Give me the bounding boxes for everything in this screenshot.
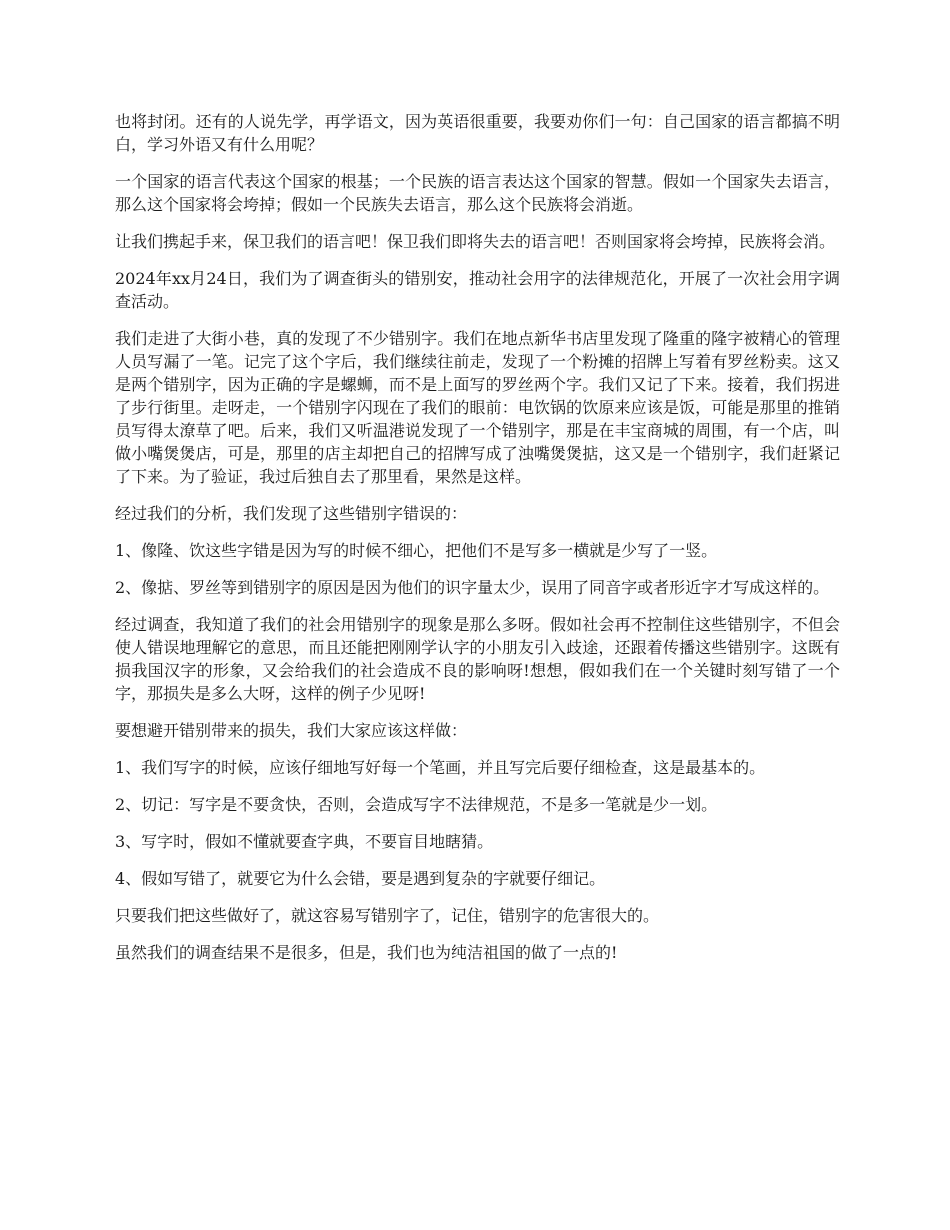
- paragraph: 经过我们的分析，我们发现了这些错别字错误的：: [115, 504, 468, 523]
- paragraph: 3、写字时，假如不懂就要查字典，不要盲目地瞎猜。: [115, 832, 494, 851]
- paragraph: 我们走进了大街小巷，真的发现了不少错别字。我们在地点新华书店里发现了隆重的隆字被精心的管理人员写漏了一笔。记完了这个字后，我们继续往前走，发现了一个粉摊的招牌上写着有罗丝粉卖。这又是两个错别字，因为正确的字是螺蛳，而不是上面写的罗丝两个字。我们又记了下来。接着，我们拐进了步行街里。走呀走，一个错别字闪现在了我们的眼前：电饮锅的饮原来应该是饭，可能是那里的推销员写得太潦草了吧。后来，我们又听温港说发现了一个错别字，那是在丰宝商城的周围，有一个店，叫做小嘴煲煲店，可是，那里的店主却把自己的招牌写成了浊嘴煲煲掂，这又是一个错别字，我们赶紧记了下来。为了验证，我过后独自去了那里看，果然是这样。: [115, 329, 840, 486]
- paragraph: 一个国家的语言代表这个国家的根基；一个民族的语言表达这个国家的智慧。假如一个国家失去语言，那么这个国家将会垮掉；假如一个民族失去语言，那么这个民族将会消逝。: [115, 172, 840, 214]
- paragraph: 2024年xx月24日，我们为了调查街头的错别安，推动社会用字的法律规范化，开展了一次社会用字调查活动。: [115, 269, 840, 311]
- paragraph: 只要我们把这些做好了，就这容易写错别字了，记住，错别字的危害很大的。: [115, 906, 660, 925]
- paragraph: 也将封闭。还有的人说先学，再学语文，因为英语很重要，我要劝你们一句：自己国家的语言都搞不明白，学习外语又有什么用呢？: [115, 112, 840, 154]
- paragraph: 2、切记：写字是不要贪快，否则，会造成写字不法律规范，不是多一笔就是少一划。: [115, 795, 718, 814]
- paragraph: 2、像掂、罗丝等到错别字的原因是因为他们的识字量太少，误用了同音字或者形近字才写成这样的。: [115, 578, 830, 597]
- paragraph: 1、我们写字的时候，应该仔细地写好每一个笔画，并且写完后要仔细检查，这是最基本的。: [115, 758, 766, 777]
- paragraph: 虽然我们的调查结果不是很多，但是，我们也为纯洁祖国的做了一点的!: [115, 943, 618, 962]
- document-body: [115, 110, 840, 978]
- paragraph: 1、像隆、饮这些字错是因为写的时候不细心，把他们不是写多一横就是少写了一竖。: [115, 541, 718, 560]
- paragraph: 经过调查，我知道了我们的社会用错别字的现象是那么多呀。假如社会再不控制住这些错别字，不但会使人错误地理解它的意思，而且还能把刚刚学认字的小朋友引入歧途，还跟着传播这些错别字。这既有损我国汉字的形象，又会给我们的社会造成不良的影响呀!想想，假如我们在一个关键时刻写错了一个字，那损失是多么大呀，这样的例子少见呀!: [115, 615, 840, 703]
- paragraph: 4、假如写错了，就要它为什么会错，要是遇到复杂的字就要仔细记。: [115, 869, 606, 888]
- paragraph: 要想避开错别带来的损失，我们大家应该这样做：: [115, 721, 468, 740]
- paragraph: 让我们携起手来，保卫我们的语言吧！保卫我们即将失去的语言吧！否则国家将会垮掉，民族将会消。: [115, 232, 836, 251]
